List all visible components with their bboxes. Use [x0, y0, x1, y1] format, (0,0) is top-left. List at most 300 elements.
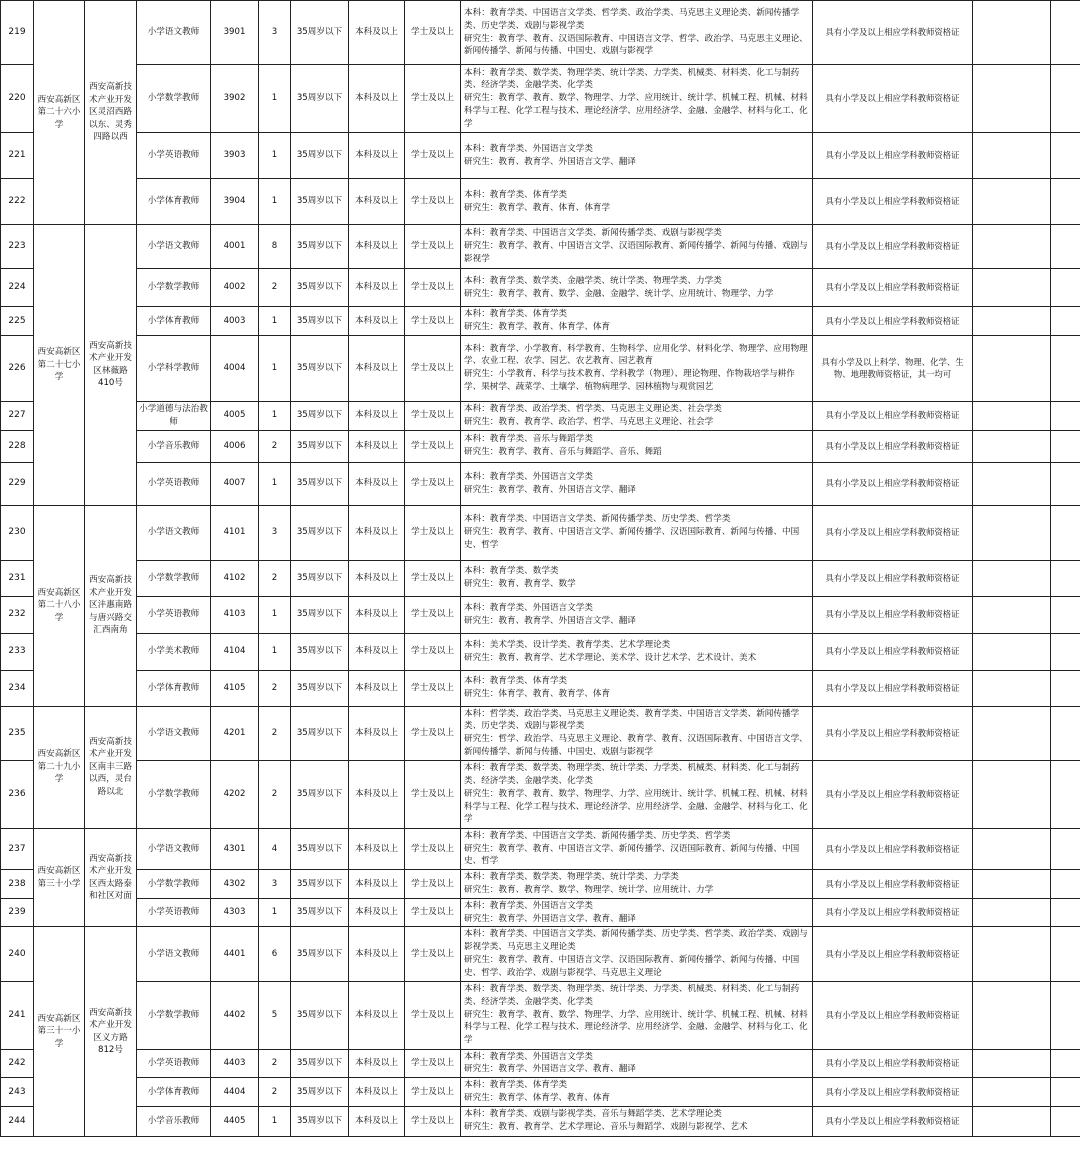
position-name: 小学数学教师: [137, 560, 211, 596]
degree-level: 学士及以上: [405, 269, 461, 307]
row-index: 243: [1, 1078, 34, 1107]
table-row: [1, 870, 1080, 899]
empty-cell: [1051, 670, 1080, 706]
hire-count: 3: [259, 1, 291, 65]
major-requirements: 本科：教育学类、外国语言文学类 研究生：教育学、外国语言文学、教育、翻译: [461, 898, 813, 927]
education-level: 本科及以上: [349, 706, 405, 760]
age-limit: 35周岁以下: [291, 65, 349, 133]
empty-cell: [973, 462, 1051, 505]
row-index: 239: [1, 898, 34, 927]
education-level: 本科及以上: [349, 65, 405, 133]
position-code: 4006: [211, 430, 259, 462]
empty-cell: [1051, 1049, 1080, 1078]
school-name: 西安高新区第二十六小学: [34, 1, 85, 225]
position-name: 小学数学教师: [137, 870, 211, 899]
position-name: 小学体育教师: [137, 179, 211, 225]
hire-count: 2: [259, 1078, 291, 1107]
position-code: 4002: [211, 269, 259, 307]
table-row: [1, 133, 1080, 179]
major-requirements: 本科：教育学类、体育学类 研究生：教育学、教育、体育、体育学: [461, 179, 813, 225]
hire-count: 8: [259, 225, 291, 269]
education-level: 本科及以上: [349, 1049, 405, 1078]
degree-level: 学士及以上: [405, 560, 461, 596]
row-index: 222: [1, 179, 34, 225]
age-limit: 35周岁以下: [291, 670, 349, 706]
position-name: 小学语文教师: [137, 706, 211, 760]
position-name: 小学英语教师: [137, 133, 211, 179]
empty-cell: [973, 65, 1051, 133]
hire-count: 1: [259, 898, 291, 927]
row-index: 225: [1, 307, 34, 336]
empty-cell: [973, 335, 1051, 401]
age-limit: 35周岁以下: [291, 870, 349, 899]
age-limit: 35周岁以下: [291, 1078, 349, 1107]
empty-cell: [973, 670, 1051, 706]
hire-count: 2: [259, 1049, 291, 1078]
position-name: 小学语文教师: [137, 1, 211, 65]
age-limit: 35周岁以下: [291, 927, 349, 981]
education-level: 本科及以上: [349, 927, 405, 981]
qualification-requirement: 具有小学及以上相应学科教师资格证: [813, 1, 973, 65]
qualification-requirement: 具有小学及以上相应学科教师资格证: [813, 269, 973, 307]
position-name: 小学道德与法治教师: [137, 401, 211, 430]
hire-count: 1: [259, 133, 291, 179]
row-index: 237: [1, 828, 34, 869]
age-limit: 35周岁以下: [291, 133, 349, 179]
qualification-requirement: 具有小学及以上相应学科教师资格证: [813, 981, 973, 1049]
row-index: 229: [1, 462, 34, 505]
major-requirements: 本科：教育学、小学教育、科学教育、生物科学、应用化学、材料化学、物理学、应用物理学、农业工程、农学、园艺、农艺教育、园艺教育 研究生：小学教育、科学与技术教育、学科教学（物理）、理论物理、作物栽培学与耕作学、果树学、蔬菜学、土壤学、植物病理学、园林植物与观赏园艺: [461, 335, 813, 401]
empty-cell: [1051, 927, 1080, 981]
hire-count: 1: [259, 462, 291, 505]
empty-cell: [973, 269, 1051, 307]
age-limit: 35周岁以下: [291, 760, 349, 828]
major-requirements: 本科：教育学类、数学类、物理学类、统计学类、力学类 研究生：教育、教育学、数学、物理学、统计学、应用统计、力学: [461, 870, 813, 899]
table-row: [1, 560, 1080, 596]
qualification-requirement: 具有小学及以上相应学科教师资格证: [813, 633, 973, 670]
education-level: 本科及以上: [349, 462, 405, 505]
table-row: [1, 760, 1080, 828]
age-limit: 35周岁以下: [291, 1049, 349, 1078]
qualification-requirement: 具有小学及以上相应学科教师资格证: [813, 401, 973, 430]
qualification-requirement: 具有小学及以上相应学科教师资格证: [813, 760, 973, 828]
position-code: 4007: [211, 462, 259, 505]
row-index: 233: [1, 633, 34, 670]
hire-count: 2: [259, 706, 291, 760]
degree-level: 学士及以上: [405, 335, 461, 401]
major-requirements: 本科：教育学类、政治学类、哲学类、马克思主义理论类、社会学类 研究生：教育、教育学、政治学、哲学、马克思主义理论、社会学: [461, 401, 813, 430]
hire-count: 1: [259, 401, 291, 430]
position-code: 4103: [211, 596, 259, 633]
empty-cell: [973, 430, 1051, 462]
position-code: 4403: [211, 1049, 259, 1078]
table-row: [1, 633, 1080, 670]
position-code: 4001: [211, 225, 259, 269]
table-row: [1, 179, 1080, 225]
row-index: 241: [1, 981, 34, 1049]
empty-cell: [1051, 828, 1080, 869]
empty-cell: [973, 706, 1051, 760]
empty-cell: [1051, 430, 1080, 462]
education-level: 本科及以上: [349, 898, 405, 927]
position-code: 4404: [211, 1078, 259, 1107]
major-requirements: 本科：教育学类、中国语言文学类、新闻传播学类、戏剧与影视学类 研究生：教育学、教育、中国语言文学、汉语国际教育、新闻传播学、新闻与传播、戏剧与影视学: [461, 225, 813, 269]
qualification-requirement: 具有小学及以上科学、物理、化学、生物、地理教师资格证，其一均可: [813, 335, 973, 401]
position-code: 3901: [211, 1, 259, 65]
empty-cell: [973, 760, 1051, 828]
position-name: 小学体育教师: [137, 670, 211, 706]
school-name: 西安高新区第二十八小学: [34, 505, 85, 706]
school-address: 西安高新技术产业开发区沣惠南路与唐兴路交汇西南角: [85, 505, 137, 706]
qualification-requirement: 具有小学及以上相应学科教师资格证: [813, 133, 973, 179]
education-level: 本科及以上: [349, 133, 405, 179]
empty-cell: [973, 1, 1051, 65]
position-code: 3903: [211, 133, 259, 179]
row-index: 240: [1, 927, 34, 981]
degree-level: 学士及以上: [405, 1078, 461, 1107]
position-code: 4105: [211, 670, 259, 706]
table-row: [1, 430, 1080, 462]
table-row: [1, 828, 1080, 869]
row-index: 223: [1, 225, 34, 269]
school-name: 西安高新区第三十小学: [34, 828, 85, 927]
degree-level: 学士及以上: [405, 927, 461, 981]
empty-cell: [973, 179, 1051, 225]
row-index: 231: [1, 560, 34, 596]
empty-cell: [973, 870, 1051, 899]
position-code: 4101: [211, 505, 259, 560]
position-name: 小学语文教师: [137, 927, 211, 981]
age-limit: 35周岁以下: [291, 981, 349, 1049]
table-row: [1, 1106, 1080, 1136]
age-limit: 35周岁以下: [291, 225, 349, 269]
hire-count: 2: [259, 269, 291, 307]
degree-level: 学士及以上: [405, 1106, 461, 1136]
major-requirements: 本科：教育学类、中国语言文学类、新闻传播学类、历史学类、哲学类 研究生：教育学、教育、中国语言文学、新闻传播学、汉语国际教育、新闻与传播、中国史、哲学: [461, 828, 813, 869]
position-name: 小学英语教师: [137, 596, 211, 633]
empty-cell: [1051, 462, 1080, 505]
position-name: 小学语文教师: [137, 225, 211, 269]
position-name: 小学英语教师: [137, 1049, 211, 1078]
education-level: 本科及以上: [349, 670, 405, 706]
degree-level: 学士及以上: [405, 133, 461, 179]
row-index: 242: [1, 1049, 34, 1078]
age-limit: 35周岁以下: [291, 560, 349, 596]
position-name: 小学数学教师: [137, 65, 211, 133]
hire-count: 6: [259, 927, 291, 981]
major-requirements: 本科：教育学类、数学类、物理学类、统计学类、力学类、机械类、材料类、化工与制药类、经济学类、金融学类、化学类 研究生：教育学、教育、数学、物理学、力学、应用统计、统计学、机械工程、机械、材料科学与工程、化学工程与技术、理论经济学、应用经济学、金融、金融学、材料与化工、化学: [461, 981, 813, 1049]
table-row: [1, 1, 1080, 65]
major-requirements: 本科：教育学类、戏剧与影视学类、音乐与舞蹈学类、艺术学理论类 研究生：教育、教育学、艺术学理论、音乐与舞蹈学、戏剧与影视学、艺术: [461, 1106, 813, 1136]
major-requirements: 本科：教育学类、中国语言文学类、新闻传播学类、历史学类、哲学类、政治学类、戏剧与影视学类、马克思主义理论类 研究生：教育学、教育、中国语言文学、汉语国际教育、新闻传播学、新闻与传播、中国史、哲学、政治学、戏剧与影视学、马克思主义理论: [461, 927, 813, 981]
empty-cell: [1051, 1, 1080, 65]
position-name: 小学语文教师: [137, 828, 211, 869]
table-row: [1, 401, 1080, 430]
age-limit: 35周岁以下: [291, 706, 349, 760]
education-level: 本科及以上: [349, 430, 405, 462]
hire-count: 1: [259, 596, 291, 633]
empty-cell: [1051, 633, 1080, 670]
age-limit: 35周岁以下: [291, 633, 349, 670]
table-row: [1, 307, 1080, 336]
degree-level: 学士及以上: [405, 65, 461, 133]
education-level: 本科及以上: [349, 1, 405, 65]
school-name: 西安高新区第二十九小学: [34, 706, 85, 828]
degree-level: 学士及以上: [405, 898, 461, 927]
qualification-requirement: 具有小学及以上相应学科教师资格证: [813, 1106, 973, 1136]
empty-cell: [1051, 1106, 1080, 1136]
education-level: 本科及以上: [349, 225, 405, 269]
degree-level: 学士及以上: [405, 307, 461, 336]
school-address: 西安高新技术产业开发区灵沼西路以东、灵秀四路以西: [85, 1, 137, 225]
position-code: 4104: [211, 633, 259, 670]
major-requirements: 本科：教育学类、体育学类 研究生：体育学、教育、教育学、体育: [461, 670, 813, 706]
position-code: 4402: [211, 981, 259, 1049]
position-code: 4303: [211, 898, 259, 927]
major-requirements: 本科：教育学类、体育学类 研究生：教育学、体育学、教育、体育: [461, 1078, 813, 1107]
empty-cell: [1051, 596, 1080, 633]
age-limit: 35周岁以下: [291, 269, 349, 307]
empty-cell: [1051, 269, 1080, 307]
table-row: [1, 981, 1080, 1049]
major-requirements: 本科：教育学类、外国语言文学类 研究生：教育、教育学、外国语言文学、翻译: [461, 596, 813, 633]
row-index: 221: [1, 133, 34, 179]
empty-cell: [1051, 898, 1080, 927]
education-level: 本科及以上: [349, 981, 405, 1049]
hire-count: 1: [259, 633, 291, 670]
qualification-requirement: 具有小学及以上相应学科教师资格证: [813, 1049, 973, 1078]
education-level: 本科及以上: [349, 269, 405, 307]
qualification-requirement: 具有小学及以上相应学科教师资格证: [813, 65, 973, 133]
empty-cell: [973, 307, 1051, 336]
position-name: 小学数学教师: [137, 760, 211, 828]
position-code: 4405: [211, 1106, 259, 1136]
table-row: [1, 505, 1080, 560]
major-requirements: 本科：教育学类、音乐与舞蹈学类 研究生：教育学、教育、音乐与舞蹈学、音乐、舞蹈: [461, 430, 813, 462]
age-limit: 35周岁以下: [291, 179, 349, 225]
row-index: 219: [1, 1, 34, 65]
degree-level: 学士及以上: [405, 670, 461, 706]
empty-cell: [973, 1078, 1051, 1107]
qualification-requirement: 具有小学及以上相应学科教师资格证: [813, 225, 973, 269]
qualification-requirement: 具有小学及以上相应学科教师资格证: [813, 898, 973, 927]
degree-level: 学士及以上: [405, 179, 461, 225]
empty-cell: [973, 981, 1051, 1049]
age-limit: 35周岁以下: [291, 430, 349, 462]
major-requirements: 本科：教育学类、中国语言文学类、哲学类、政治学类、马克思主义理论类、新闻传播学类、历史学类、戏剧与影视学类 研究生：教育学、教育、汉语国际教育、中国语言文学、哲学、政治学、马克思主义理论、新闻传播学、新闻与传播、中国史、戏剧与影视学: [461, 1, 813, 65]
education-level: 本科及以上: [349, 1106, 405, 1136]
age-limit: 35周岁以下: [291, 898, 349, 927]
row-index: 236: [1, 760, 34, 828]
empty-cell: [973, 1106, 1051, 1136]
empty-cell: [1051, 401, 1080, 430]
major-requirements: 本科：教育学类、数学类、物理学类、统计学类、力学类、机械类、材料类、化工与制药类、经济学类、金融学类、化学类 研究生：教育学、教育、数学、物理学、力学、应用统计、统计学、机械工程、机械、材料科学与工程、化学工程与技术、理论经济学、应用经济学、金融、金融学、材料与化工、化学: [461, 760, 813, 828]
position-name: 小学语文教师: [137, 505, 211, 560]
empty-cell: [973, 1049, 1051, 1078]
table-row: [1, 1078, 1080, 1107]
education-level: 本科及以上: [349, 307, 405, 336]
degree-level: 学士及以上: [405, 1, 461, 65]
empty-cell: [973, 133, 1051, 179]
education-level: 本科及以上: [349, 1078, 405, 1107]
education-level: 本科及以上: [349, 505, 405, 560]
major-requirements: 本科：教育学类、体育学类 研究生：教育学、教育、体育学、体育: [461, 307, 813, 336]
education-level: 本科及以上: [349, 335, 405, 401]
table-row: [1, 65, 1080, 133]
position-name: 小学数学教师: [137, 981, 211, 1049]
position-name: 小学美术教师: [137, 633, 211, 670]
position-code: 4202: [211, 760, 259, 828]
position-code: 4401: [211, 927, 259, 981]
age-limit: 35周岁以下: [291, 828, 349, 869]
qualification-requirement: 具有小学及以上相应学科教师资格证: [813, 1078, 973, 1107]
qualification-requirement: 具有小学及以上相应学科教师资格证: [813, 179, 973, 225]
empty-cell: [973, 596, 1051, 633]
row-index: 230: [1, 505, 34, 560]
position-name: 小学音乐教师: [137, 1106, 211, 1136]
row-index: 232: [1, 596, 34, 633]
education-level: 本科及以上: [349, 179, 405, 225]
position-name: 小学音乐教师: [137, 430, 211, 462]
age-limit: 35周岁以下: [291, 1, 349, 65]
table-row: [1, 269, 1080, 307]
row-index: 234: [1, 670, 34, 706]
qualification-requirement: 具有小学及以上相应学科教师资格证: [813, 828, 973, 869]
row-index: 226: [1, 335, 34, 401]
degree-level: 学士及以上: [405, 430, 461, 462]
table-row: [1, 335, 1080, 401]
empty-cell: [973, 560, 1051, 596]
empty-cell: [1051, 225, 1080, 269]
table-row: [1, 1049, 1080, 1078]
major-requirements: 本科：教育学类、数学类、物理学类、统计学类、力学类、机械类、材料类、化工与制药类、经济学类、金融学类、化学类 研究生：教育学、教育、数学、物理学、力学、应用统计、统计学、机械工程、机械、材料科学与工程、化学工程与技术、理论经济学、应用经济学、金融、金融学、材料与化工、化学: [461, 65, 813, 133]
empty-cell: [1051, 307, 1080, 336]
degree-level: 学士及以上: [405, 596, 461, 633]
major-requirements: 本科：教育学类、外国语言文学类 研究生：教育、教育学、外国语言文学、翻译: [461, 133, 813, 179]
degree-level: 学士及以上: [405, 1049, 461, 1078]
table-row: [1, 670, 1080, 706]
row-index: 220: [1, 65, 34, 133]
hire-count: 2: [259, 560, 291, 596]
degree-level: 学士及以上: [405, 633, 461, 670]
degree-level: 学士及以上: [405, 828, 461, 869]
table-row: [1, 462, 1080, 505]
degree-level: 学士及以上: [405, 462, 461, 505]
empty-cell: [1051, 179, 1080, 225]
qualification-requirement: 具有小学及以上相应学科教师资格证: [813, 505, 973, 560]
table-row: [1, 706, 1080, 760]
empty-cell: [1051, 505, 1080, 560]
school-address: 西安高新技术产业开发区林薇路410号: [85, 225, 137, 506]
position-code: 4102: [211, 560, 259, 596]
age-limit: 35周岁以下: [291, 596, 349, 633]
qualification-requirement: 具有小学及以上相应学科教师资格证: [813, 596, 973, 633]
degree-level: 学士及以上: [405, 981, 461, 1049]
education-level: 本科及以上: [349, 870, 405, 899]
education-level: 本科及以上: [349, 401, 405, 430]
hire-count: 2: [259, 670, 291, 706]
hire-count: 1: [259, 307, 291, 336]
hire-count: 1: [259, 1106, 291, 1136]
position-code: 4302: [211, 870, 259, 899]
qualification-requirement: 具有小学及以上相应学科教师资格证: [813, 307, 973, 336]
age-limit: 35周岁以下: [291, 335, 349, 401]
empty-cell: [1051, 65, 1080, 133]
hire-count: 2: [259, 760, 291, 828]
qualification-requirement: 具有小学及以上相应学科教师资格证: [813, 870, 973, 899]
major-requirements: 本科：教育学类、外国语言文学类 研究生：教育学、教育、外国语言文学、翻译: [461, 462, 813, 505]
empty-cell: [973, 927, 1051, 981]
age-limit: 35周岁以下: [291, 505, 349, 560]
school-name: 西安高新区第三十一小学: [34, 927, 85, 1136]
position-name: 小学科学教师: [137, 335, 211, 401]
age-limit: 35周岁以下: [291, 1106, 349, 1136]
age-limit: 35周岁以下: [291, 462, 349, 505]
table-row: [1, 898, 1080, 927]
qualification-requirement: 具有小学及以上相应学科教师资格证: [813, 560, 973, 596]
school-address: 西安高新技术产业开发区西太路泰和社区对面: [85, 828, 137, 927]
education-level: 本科及以上: [349, 560, 405, 596]
position-name: 小学体育教师: [137, 307, 211, 336]
school-address: 西安高新技术产业开发区义方路812号: [85, 927, 137, 1136]
row-index: 235: [1, 706, 34, 760]
hire-count: 3: [259, 505, 291, 560]
empty-cell: [973, 633, 1051, 670]
empty-cell: [1051, 560, 1080, 596]
major-requirements: 本科：教育学类、数学类 研究生：教育、教育学、数学: [461, 560, 813, 596]
hire-count: 2: [259, 430, 291, 462]
hire-count: 4: [259, 828, 291, 869]
hire-count: 1: [259, 179, 291, 225]
degree-level: 学士及以上: [405, 706, 461, 760]
row-index: 224: [1, 269, 34, 307]
position-name: 小学英语教师: [137, 462, 211, 505]
degree-level: 学士及以上: [405, 505, 461, 560]
major-requirements: 本科：教育学类、中国语言文学类、新闻传播学类、历史学类、哲学类 研究生：教育学、教育、中国语言文学、新闻传播学、汉语国际教育、新闻与传播、中国史、哲学: [461, 505, 813, 560]
table-row: [1, 927, 1080, 981]
qualification-requirement: 具有小学及以上相应学科教师资格证: [813, 670, 973, 706]
hire-count: 3: [259, 870, 291, 899]
education-level: 本科及以上: [349, 828, 405, 869]
empty-cell: [1051, 133, 1080, 179]
position-name: 小学体育教师: [137, 1078, 211, 1107]
position-code: 3904: [211, 179, 259, 225]
hire-count: 1: [259, 65, 291, 133]
qualification-requirement: 具有小学及以上相应学科教师资格证: [813, 706, 973, 760]
row-index: 244: [1, 1106, 34, 1136]
empty-cell: [973, 898, 1051, 927]
empty-cell: [1051, 335, 1080, 401]
position-code: 4004: [211, 335, 259, 401]
empty-cell: [1051, 981, 1080, 1049]
position-code: 4201: [211, 706, 259, 760]
degree-level: 学士及以上: [405, 870, 461, 899]
age-limit: 35周岁以下: [291, 401, 349, 430]
position-name: 小学数学教师: [137, 269, 211, 307]
row-index: 238: [1, 870, 34, 899]
table-row: [1, 596, 1080, 633]
education-level: 本科及以上: [349, 760, 405, 828]
empty-cell: [973, 401, 1051, 430]
degree-level: 学士及以上: [405, 225, 461, 269]
table-body: [1, 1, 1080, 1137]
empty-cell: [973, 225, 1051, 269]
table-row: [1, 225, 1080, 269]
degree-level: 学士及以上: [405, 760, 461, 828]
position-code: 3902: [211, 65, 259, 133]
qualification-requirement: 具有小学及以上相应学科教师资格证: [813, 927, 973, 981]
major-requirements: 本科：教育学类、数学类、金融学类、统计学类、物理学类、力学类 研究生：教育学、教育、数学、金融、金融学、统计学、应用统计、物理学、力学: [461, 269, 813, 307]
